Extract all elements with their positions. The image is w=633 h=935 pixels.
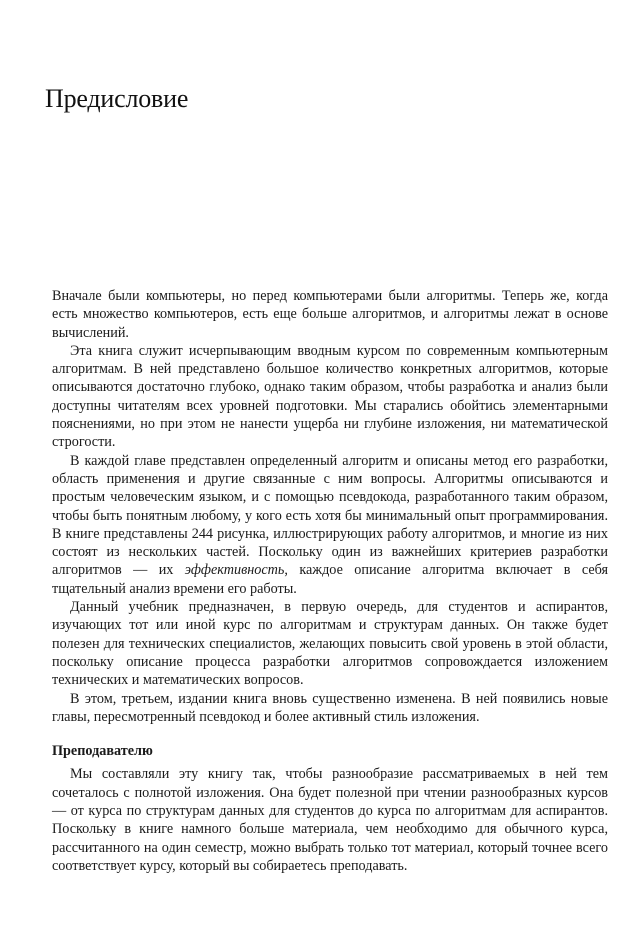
paragraph-chapters-text-after: , каждое описание алгоритма включает в себя тщательный анализ времени его работы. bbox=[52, 562, 609, 597]
page-title: Предисловие bbox=[45, 84, 189, 113]
paragraph-third-edition: В этом, третьем, издании книга вновь существенно изменена. В ней появились новые главы, пересмотренный псевдокод и более активный стиль изложения. bbox=[52, 690, 608, 725]
section-heading-teachers: Преподавателю bbox=[52, 743, 153, 760]
paragraph-chapters bbox=[52, 452, 608, 598]
paragraph-book-overview: Эта книга служит исчерпывающим вводным курсом по современным компьютерным алгоритмам. В ней представлено большое количество конкретных алгоритмов, которые описываются достаточно глубоко, однако таким образом, чтобы разработка и анализ были доступны читателям всех уровней подготовки. Мы старались обойтись элементарными пояснениями, но при этом не нанести ущерба ни глубине изложения, ни математической строгости. bbox=[52, 342, 608, 451]
paragraph-audience: Данный учебник предназначен, в первую очередь, для студентов и аспирантов, изучающих тот или иной курс по алгоритмам и структурам данных. Он также будет полезен для технических специалистов, желающих повысить свой уровень в этой области, поскольку описание процесса разработки алгоритмов сопровождается изложением технических и математических вопросов. bbox=[52, 599, 608, 689]
paragraph-chapters-text-before: В каждой главе представлен определенный алгоритм и описаны метод его разработки, область применения и другие связанные с ним вопросы. Алгоритмы описываются и простым человеческим языком, и с помощью псевдокода, разработанного таким образом, чтобы быть понятным любому, у кого есть хотя бы минимальный опыт программирования. В книге представлены 244 рисунка, иллюстрирующих работу алгоритмов, и многие из них состоят из нескольких частей. Поскольку один из важнейших критериев разработки алгоритмов — их bbox=[52, 452, 608, 579]
body-text bbox=[52, 287, 608, 875]
paragraph-intro: Вначале были компьютеры, но перед компьютерами были алгоритмы. Теперь же, когда есть множество компьютеров, есть еще больше алгоритмов, и алгоритмы лежат в основе вычислений. bbox=[52, 288, 608, 341]
paragraph-teachers: Мы составляли эту книгу так, чтобы разнообразие рассматриваемых в ней тем сочеталось с полнотой изложения. Она будет полезной при чтении разнообразных курсов — от курса по структурам данных для студентов до курса по алгоритмам для аспирантов. Поскольку в книге намного больше материала, чем необходимо для обычного курса, рассчитанного на один семестр, можно выбрать только тот материал, который точнее всего соответствует курсу, который вы собираетесь преподавать. bbox=[52, 766, 608, 874]
emphasis-efficiency: эффективность bbox=[184, 562, 285, 579]
